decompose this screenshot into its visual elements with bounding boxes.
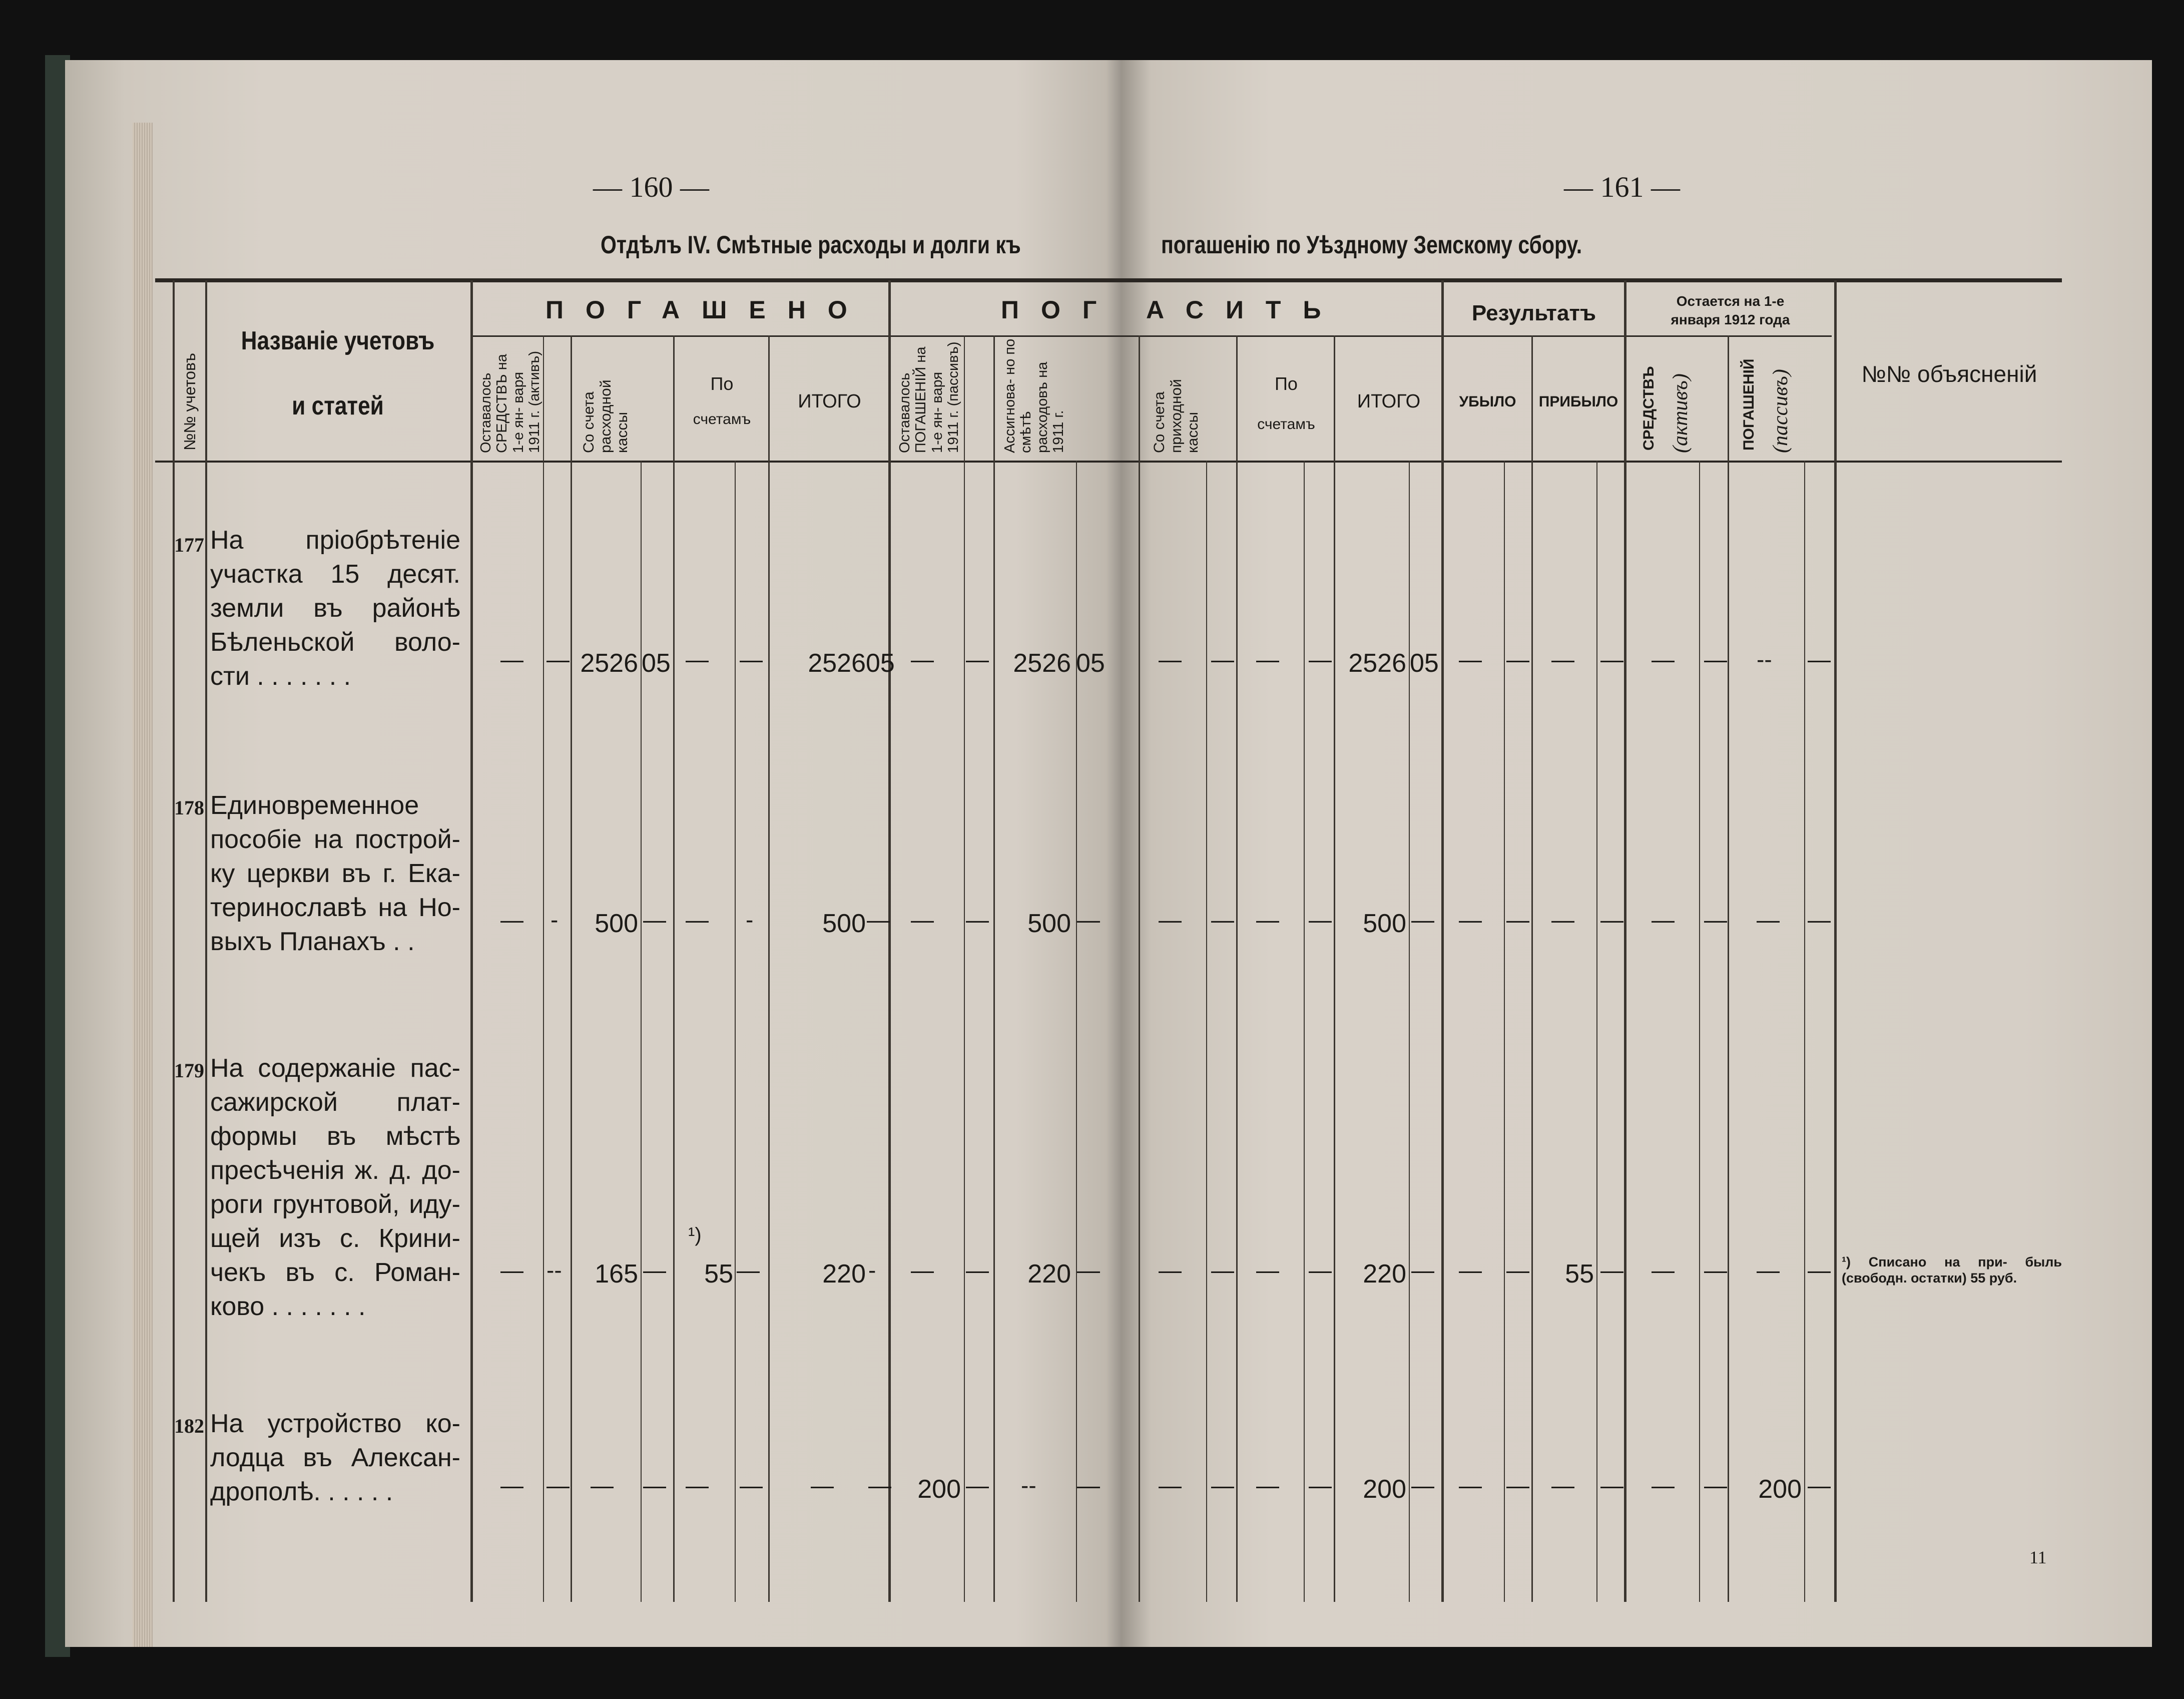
dash: — (1256, 907, 1279, 933)
dash: — (643, 1472, 666, 1498)
page-footer-number: 11 (2029, 1547, 2047, 1567)
right-row-1-itogo-k: 05 (1410, 649, 1439, 678)
col-line (964, 335, 965, 1602)
dash: — (1459, 907, 1482, 933)
header-ostaetsya-2: января 1912 года (1671, 312, 1790, 327)
left-page-title: Отдѣлъ IV. Смѣтные расходы и долги къ (601, 231, 1021, 259)
dash: — (1652, 646, 1675, 672)
row-177-no: 177 (174, 534, 204, 556)
dash: — (1459, 1257, 1482, 1283)
header-name-line1: Названіе учетовъ (241, 326, 435, 355)
col-line (571, 335, 572, 1602)
header-itogo: ИТОГО (798, 391, 861, 412)
group-header-rule-right (1121, 335, 1441, 337)
header-schetam-right: счетамъ (1257, 416, 1315, 433)
row-179-assign: 220 (1027, 1259, 1071, 1289)
row-177-assign: 2526 (1013, 649, 1071, 678)
row-182-no: 182 (174, 1415, 204, 1437)
dash: — (740, 646, 763, 672)
header-assignovano: Ассигнова- но по смѣтѣ расходовъ на 1911 г. (1002, 338, 1067, 453)
dash: — (911, 646, 934, 672)
header-bottom-rule-right (1121, 461, 2062, 463)
col-line (173, 280, 175, 1602)
dash: — (1077, 1257, 1100, 1283)
row-182-ostavalos-pogashenii: 200 (917, 1475, 961, 1504)
dash: — (867, 907, 890, 933)
dash: — (1704, 646, 1727, 672)
dash: — (1211, 907, 1234, 933)
dash: — (1459, 646, 1482, 672)
row-182-name: На устройство ко- лодца въ Алексан- дрополѣ. . . . . . (210, 1409, 460, 1506)
group-header-rule (470, 335, 1121, 337)
row-177-kassa-k: 05 (642, 649, 671, 678)
dash: - (551, 907, 559, 933)
header-passiv: (пассивъ) (1769, 369, 1792, 453)
header-pribylo: ПРИБЫЛО (1538, 393, 1618, 410)
dash: — (1652, 1257, 1675, 1283)
header-bottom-rule (155, 461, 1121, 463)
col-line (1504, 461, 1505, 1602)
dash: — (1808, 1472, 1831, 1498)
dash: — (547, 1472, 570, 1498)
dash: — (591, 1472, 614, 1498)
header-pogasheno: ПОГАШЕНО (545, 296, 869, 324)
dash: -- (1021, 1472, 1036, 1498)
footnote-explanation: ¹) Списано на при- быль (свободн. остатки) 55 руб. (1842, 1254, 2062, 1286)
right-page-title: погашенію по Уѣздному Земскому сбору. (1161, 231, 1582, 259)
col-line (470, 280, 473, 1602)
dash: — (1256, 1257, 1279, 1283)
header-so-scheta-raskhodnoi: Со счета расходной кассы (581, 379, 631, 453)
header-pogashenii: ПОГАШЕНІЙ (1741, 358, 1757, 451)
dash: — (1459, 1472, 1482, 1498)
col-line (1139, 335, 1140, 1602)
col-line (888, 280, 891, 1602)
header-ostavalos-sredstv: Оставалось СРЕДСТВЪ на 1-е ян- варя 1911 г. (активъ) (478, 350, 543, 453)
col-line (1699, 461, 1700, 1602)
dash: — (500, 1472, 523, 1498)
dash: — (1256, 1472, 1279, 1498)
dash: — (1506, 1257, 1529, 1283)
dash: — (1600, 1257, 1623, 1283)
row-178-no: 178 (174, 796, 204, 819)
col-line (1409, 461, 1410, 1602)
dash: - (868, 1257, 876, 1283)
dash: — (1411, 1472, 1434, 1498)
col-line (735, 461, 736, 1602)
header-obyasnenii: №№ объясненій (1861, 361, 2037, 387)
right-row-4-pogashenii: 200 (1758, 1475, 1802, 1504)
dash: -- (1757, 646, 1772, 672)
right-page-number: — 161 — (1564, 171, 1680, 203)
row-178-name: Единовременное пособіе на построй- ку церкви въ г. Ека- теринославѣ на Но- выхъ Планахъ . . (210, 791, 460, 956)
dash: — (966, 646, 989, 672)
right-row-4-itogo: 200 (1363, 1475, 1406, 1504)
dash: — (966, 907, 989, 933)
col-line (1206, 461, 1207, 1602)
col-line (1304, 461, 1305, 1602)
row-179-po-schetam: 55 (704, 1259, 733, 1289)
right-row-3-itogo: 220 (1363, 1259, 1406, 1289)
col-line (1076, 461, 1077, 1602)
col-line (673, 335, 675, 1602)
col-line (543, 335, 544, 1602)
dash: — (1757, 1257, 1780, 1283)
dash: — (1506, 907, 1529, 933)
dash: — (1704, 1472, 1727, 1498)
header-schetam: счетамъ (693, 411, 751, 428)
dash: — (1077, 1472, 1100, 1498)
left-page-number: — 160 — (593, 171, 709, 203)
dash: — (686, 1472, 709, 1498)
dash: — (643, 1257, 666, 1283)
dash: — (1808, 1257, 1831, 1283)
row-179-no: 179 (174, 1059, 204, 1082)
right-row-3-pribylo: 55 (1565, 1259, 1594, 1289)
col-line (1334, 335, 1335, 1602)
dash: — (1159, 1257, 1182, 1283)
row-177-kassa: 2526 (580, 649, 638, 678)
dash: — (811, 1472, 834, 1498)
dash: — (911, 1257, 934, 1283)
row-179-name: На содержаніе пас- сажирской плат- формы въ мѣстѣ пресѣченія ж. д. до- роги грунтовой, иду- щей изъ с. Крини- чекъ въ с. Роман- ково . . . . . . . (210, 1054, 460, 1321)
row-179-kassa: 165 (595, 1259, 638, 1289)
header-po-right: По (1275, 373, 1298, 394)
dash: — (1159, 907, 1182, 933)
dash: — (1808, 907, 1831, 933)
header-itogo-right: ИТОГО (1357, 391, 1421, 412)
header-ostavalos-pogashenii: Оставалось ПОГАШЕНІЙ на 1-е ян- варя 1911 г. (пассивъ) (897, 341, 962, 453)
header-name-line2: и статей (292, 391, 384, 420)
col-line (1834, 280, 1837, 1602)
dash: — (1309, 646, 1332, 672)
dash: — (737, 1257, 760, 1283)
header-aktiv: (активъ) (1669, 373, 1692, 453)
dash: — (1600, 1472, 1623, 1498)
dash: — (1211, 1257, 1234, 1283)
dash: - (746, 907, 754, 933)
dash: — (1551, 907, 1574, 933)
col-line (1441, 280, 1444, 1602)
header-ostaetsya-1: Остается на 1-е (1676, 293, 1785, 309)
header-rezultat: Результатъ (1471, 301, 1596, 325)
dash: — (643, 907, 666, 933)
dash: -- (547, 1257, 562, 1283)
page-edges (133, 123, 153, 1647)
dash: — (1551, 646, 1574, 672)
dash: — (966, 1472, 989, 1498)
dash: — (1506, 646, 1529, 672)
dash: — (1159, 646, 1182, 672)
dash: — (1652, 907, 1675, 933)
dash: — (686, 646, 709, 672)
dash: — (911, 907, 934, 933)
dash: — (500, 907, 523, 933)
dash: — (966, 1257, 989, 1283)
dash: — (1159, 1472, 1182, 1498)
header-pog: ПОГ (1001, 296, 1119, 324)
dash: — (1256, 646, 1279, 672)
dash: — (868, 1472, 891, 1498)
row-177-assign-k: 05 (1076, 649, 1105, 678)
header-sredstv: СРЕДСТВЪ (1641, 366, 1657, 451)
col-line (1596, 461, 1597, 1602)
dash: — (1309, 1472, 1332, 1498)
row-177-itogo-k: 05 (866, 649, 895, 678)
header-ubylo: УБЫЛО (1459, 393, 1516, 410)
row-178-itogo: 500 (822, 909, 866, 938)
dash: — (500, 646, 523, 672)
dash: — (1309, 1257, 1332, 1283)
table-top-rule-right (1121, 278, 2062, 282)
dash: — (1077, 907, 1100, 933)
dash: — (740, 1472, 763, 1498)
col-line (1804, 461, 1805, 1602)
row-179-itogo: 220 (822, 1259, 866, 1289)
header-account-no: №№ учетовъ (181, 353, 199, 451)
dash: — (1309, 907, 1332, 933)
table-top-rule (155, 278, 1121, 282)
dash: — (1808, 646, 1831, 672)
dash: — (500, 1257, 523, 1283)
dash: — (1506, 1472, 1529, 1498)
dash: — (547, 646, 570, 672)
row-177-name: На пріобрѣтеніе участка 15 десят. земли въ районѣ Бѣленьской воло- сти . . . . . . . (210, 526, 460, 691)
row-177-itogo: 2526 (808, 649, 866, 678)
col-line (1728, 335, 1729, 1602)
col-line (1624, 280, 1626, 1602)
col-line (768, 335, 770, 1602)
dash: — (686, 907, 709, 933)
header-po: По (710, 373, 734, 394)
header-asit: АСИТЬ (1146, 296, 1343, 324)
row-178-assign: 500 (1027, 909, 1071, 938)
col-line (641, 461, 642, 1602)
dash: — (1211, 646, 1234, 672)
dash: — (1600, 646, 1623, 672)
dash: — (1757, 907, 1780, 933)
dash: — (1652, 1472, 1675, 1498)
right-row-1-itogo: 2526 (1348, 649, 1406, 678)
dash: — (1411, 1257, 1434, 1283)
col-line (993, 335, 995, 1602)
dash: — (1551, 1472, 1574, 1498)
dash: — (1704, 1257, 1727, 1283)
result-header-rule (1441, 335, 1832, 337)
row-178-kassa: 500 (595, 909, 638, 938)
header-so-scheta-prikhodnoi: Со счета приходной кассы (1151, 379, 1202, 453)
row-179-footnote-mark: ¹) (688, 1224, 702, 1246)
col-line (1236, 335, 1238, 1602)
dash: — (1600, 907, 1623, 933)
right-row-2-itogo: 500 (1363, 909, 1406, 938)
col-line (1531, 335, 1533, 1602)
dash: — (1211, 1472, 1234, 1498)
dash: — (1411, 907, 1434, 933)
col-line (205, 280, 207, 1602)
dash: — (1704, 907, 1727, 933)
